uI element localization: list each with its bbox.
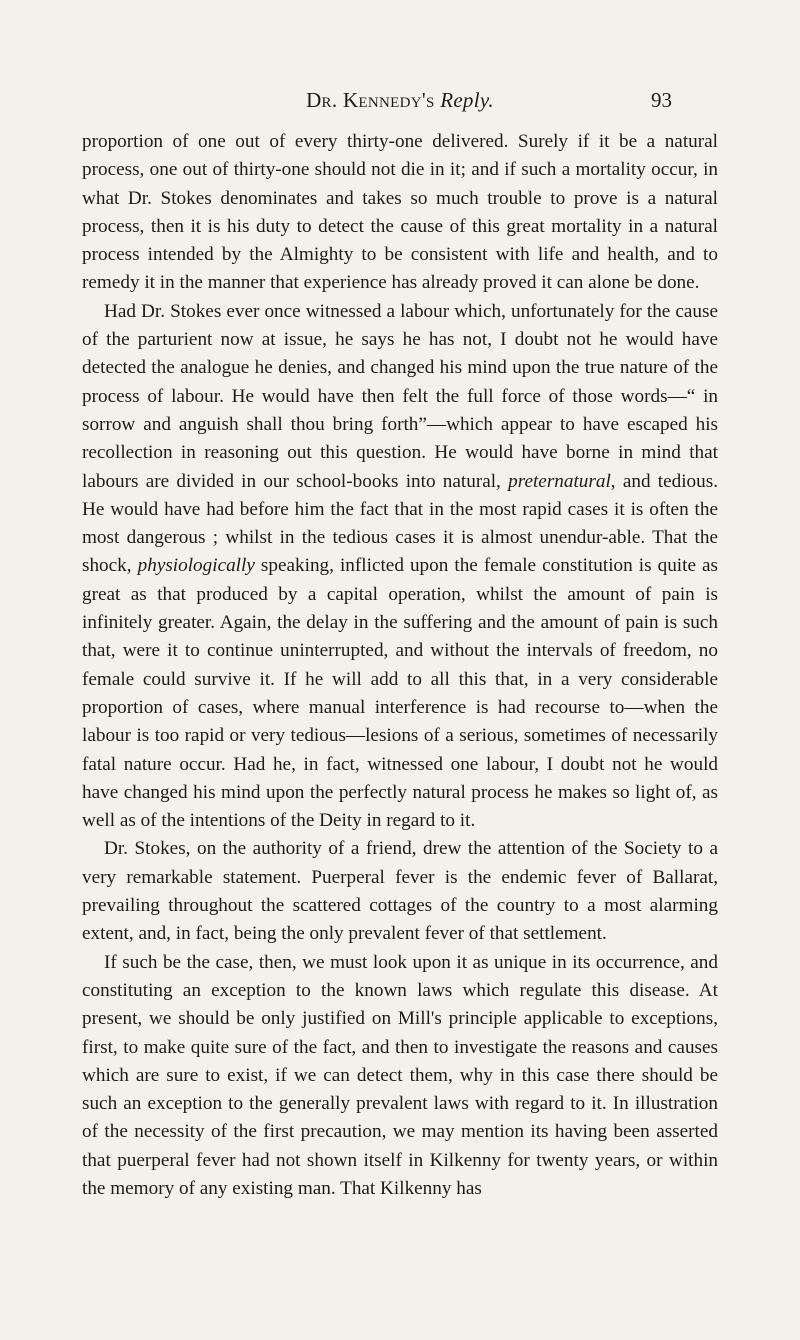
body-text (82, 128, 718, 1203)
paragraph-3: Dr. Stokes, on the authority of a friend, drew the attention of the Society to a very remarkable statement. Puerperal fever is the endemic fever of Ballarat, prevailing throughout the scattered cottages of the country to a most alarming extent, and, in fact, being the only prevalent fever of that settlement. (82, 838, 718, 945)
running-title-author: Dr. Kennedy's (306, 88, 435, 112)
paragraph-2-part-b: , and tedious. He would have had before him the fact that in the most rapid cases it is often the most dangerous ; whilst in the tedious cases it is almost unendur-able. That the shock, (82, 470, 718, 577)
paragraph-4: If such be the case, then, we must look upon it as unique in its occurrence, and constituting an exception to the known laws which regulate this disease. At present, we should be only justified on Mill's principle applicable to exceptions, first, to make quite sure of the fact, and then to investigate the reasons and causes which are sure to exist, if we can detect them, why in this case there should be such an exception to the generally prevalent laws with regard to it. In illustration of the necessity of the first precaution, we may mention its having been asserted that puerperal fever had not shown itself in Kilkenny for twenty years, or within the memory of any existing man. That Kilkenny has (82, 951, 718, 1199)
italic-physiologically: physiologically (137, 555, 255, 577)
page-number: 93 (651, 88, 672, 112)
paragraph-1: proportion of one out of every thirty-one delivered. Surely if it be a natural process, one out of thirty-one should not die in it; and if such a mortality occur, in what Dr. Stokes denominates and takes so much trouble to prove is a natural process, then it is his duty to detect the cause of this great mortality in a natural process intended by the Almighty to be consistent with life and health, and to remedy it in the manner that experience has already proved it can alone be done. (82, 131, 718, 294)
running-head (0, 88, 800, 118)
paragraph-2-part-c: speaking, inflicted upon the female constitution is quite as great as that produced by a capital operation, whilst the amount of pain is infinitely greater. Again, the delay in the suffering and the amount of pain is such that, were it to continue uninterrupted, and without the intervals of freedom, no female could survive it. If he will add to all this that, in a very considerable proportion of cases, where manual interference is had recourse to—when the labour is too rapid or very tedious—lesions of a serious, sometimes of necessarily fatal nature occur. Had he, in fact, witnessed one labour, I doubt not he would have changed his mind upon the perfectly natural process he makes so light of, as well as of the intentions of the Deity in regard to it. (82, 555, 719, 832)
running-title (0, 88, 800, 113)
running-title-italic: Reply. (440, 88, 494, 112)
paragraph-2-part-a: Had Dr. Stokes ever once witnessed a labour which, unfortunately for the cause of the parturient now at issue, he says he has not, I doubt not he would have detected the analogue he denies, and changed his mind upon the true nature of the process of labour. He would have then felt the full force of those words—“ in sorrow and anguish shall thou bring forth”—which appear to have escaped his recollection in reasoning out this question. He would have borne in mind that labours are divided in our school-books into natural, (82, 300, 718, 492)
paragraph-2 (82, 298, 718, 836)
italic-preternatural: preternatural (508, 470, 611, 492)
